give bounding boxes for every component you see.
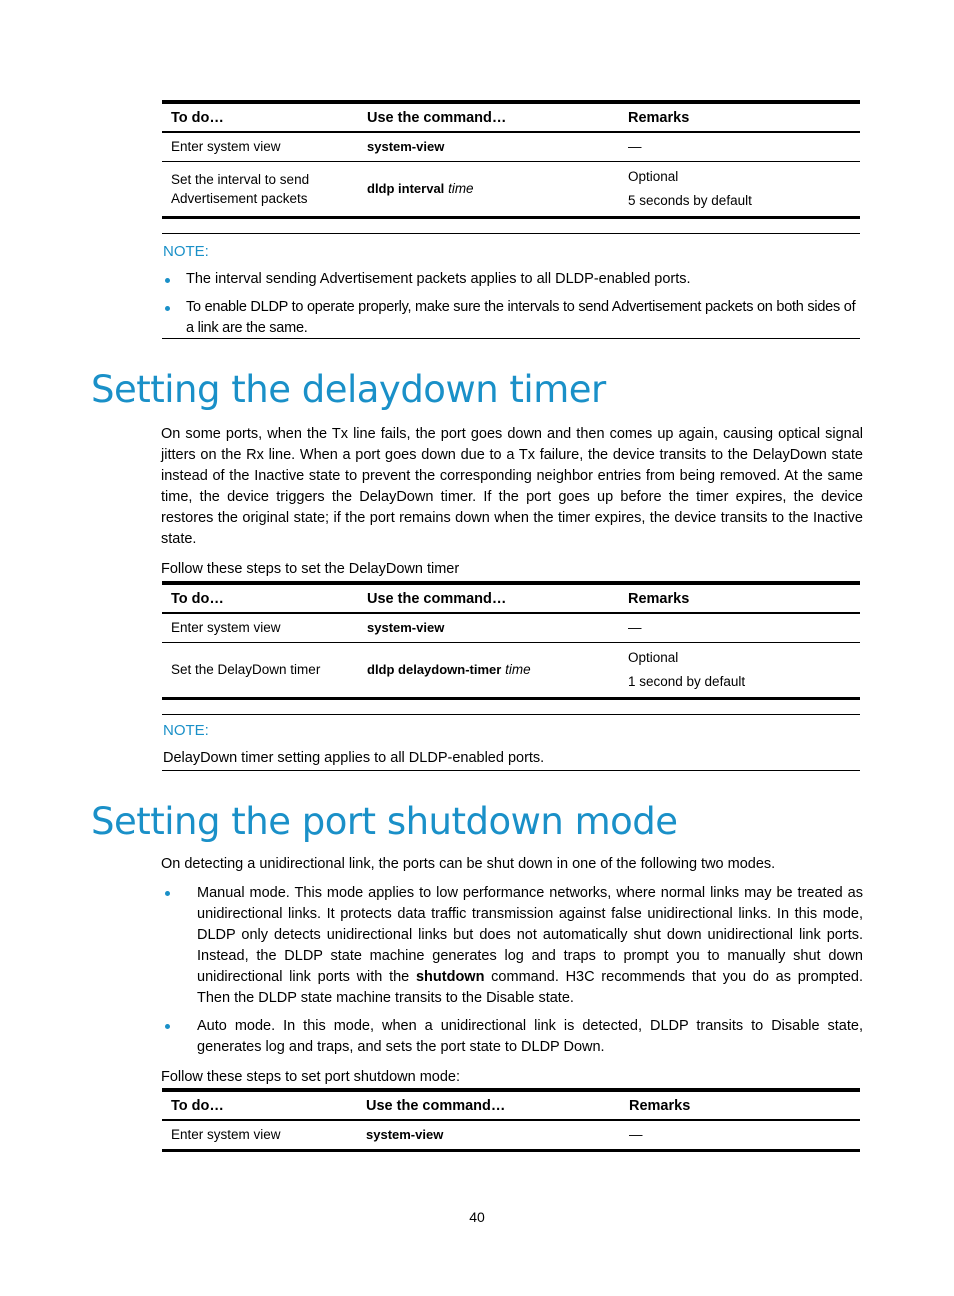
cell-todo: Set the DelayDown timer [171,662,321,677]
cell-remarks: — [628,139,642,155]
cell-command [358,161,619,217]
command-argument: time [448,181,474,196]
command-keyword: system-view [367,139,445,155]
table-row [162,161,860,217]
page-number: 40 [469,1209,485,1225]
remarks-line: 1 second by default [628,673,746,689]
header-remarks: Remarks [628,109,690,126]
note-label: NOTE: [163,243,209,260]
steps-intro: Follow these steps to set port shutdown mode: [161,1069,461,1085]
note-item-text: The interval sending Advertisement packets applies to all DLDP-enabled ports. [186,271,691,287]
note-text: DelayDown timer setting applies to all DLDP-enabled ports. [163,750,545,766]
table-row [162,613,860,642]
command-keyword: shutdown [415,969,485,985]
note-box [162,714,860,771]
note-box [162,233,860,339]
table-header-row [162,102,860,132]
header-todo: To do… [171,590,224,607]
table-header-row [162,583,860,613]
note-label: NOTE: [163,722,209,739]
cell-command [357,1120,620,1150]
command-table-delaydown [162,581,860,700]
command-keyword: dldp interval [367,181,445,196]
list-item-text: Manual mode. This mode applies to low performance networks, where normal links may be treated as unidirectional links. It protects data traffic transmission against false unidirectional links. In this mode, DLDP only detects unidirectional links but does not automatically shut down unidirectional link ports. Instead, the DLDP state machine generates log and traps to prompt you to manually shut down unidirectional link ports with the [197,885,863,985]
header-todo: To do… [171,1097,224,1114]
cell-remarks [619,161,860,217]
section-heading-delaydown: Setting the delaydown timer [91,368,606,411]
cell-todo-line: Advertisement packets [171,190,308,206]
cell-todo [162,161,358,217]
header-command: Use the command… [367,109,507,126]
remarks-line: Optional [628,649,679,665]
note-item [162,269,860,290]
header-remarks: Remarks [629,1097,691,1114]
cell-remarks [619,642,860,698]
bullet-icon [165,1024,170,1029]
remarks-line: 5 seconds by default [628,192,752,208]
command-keyword: system-view [366,1127,444,1143]
list-item-manual-mode [197,883,863,1009]
header-command: Use the command… [367,590,507,607]
table-row [162,642,860,698]
table-row [162,132,860,161]
header-todo: To do… [171,109,224,126]
command-table-interval [162,100,860,219]
cell-todo: Enter system view [171,139,281,155]
command-argument: time [505,662,531,677]
list-item-auto-mode: Auto mode. In this mode, when a unidirectional link is detected, DLDP transits to Disable state, generates log and traps, and sets the port state to DLDP Down. [197,1018,863,1055]
table-row [162,1120,860,1150]
command-keyword: system-view [367,620,445,636]
list-item-text: command. H3C recommends that you do as prompted. Then the DLDP state machine transits to the Disable state. [197,969,863,1006]
header-command: Use the command… [366,1097,506,1114]
cell-todo-line: Set the interval to send [171,171,310,187]
cell-todo: Enter system view [171,1127,281,1143]
cell-todo: Enter system view [171,620,281,636]
note-item [162,297,860,339]
header-remarks: Remarks [628,590,690,607]
command-keyword: dldp delaydown-timer [367,662,502,677]
bullet-icon [165,891,170,896]
cell-command [358,642,619,698]
cell-command [358,613,619,642]
section-heading-shutdown-mode: Setting the port shutdown mode [91,800,678,843]
bullet-icon [165,278,170,283]
table-header-row [162,1090,860,1120]
note-item-text: To enable DLDP to operate properly, make sure the intervals to send Advertisement packets on both sides of a link are the same. [186,299,856,336]
section-body: On some ports, when the Tx line fails, the port goes down and then comes up again, causing optical signal jitters on the Rx line. When a port goes down due to a Tx failure, the device transits to the DelayDown state instead of the Inactive state to prevent the corresponding neighbor entries from being removed. At the same time, the device triggers the DelayDown timer. If the port goes up before the timer expires, the device restores the original state; if the port remains down when the timer expires, the device transits to the Inactive state. [161,426,863,547]
steps-intro: Follow these steps to set the DelayDown timer [161,561,460,577]
cell-command [358,132,619,161]
cell-remarks: — [629,1127,643,1143]
section-intro: On detecting a unidirectional link, the ports can be shut down in one of the following two modes. [161,856,776,872]
bullet-icon [165,306,170,311]
command-table-shutdown [162,1088,860,1152]
cell-remarks: — [628,620,642,636]
remarks-line: Optional [628,168,679,184]
